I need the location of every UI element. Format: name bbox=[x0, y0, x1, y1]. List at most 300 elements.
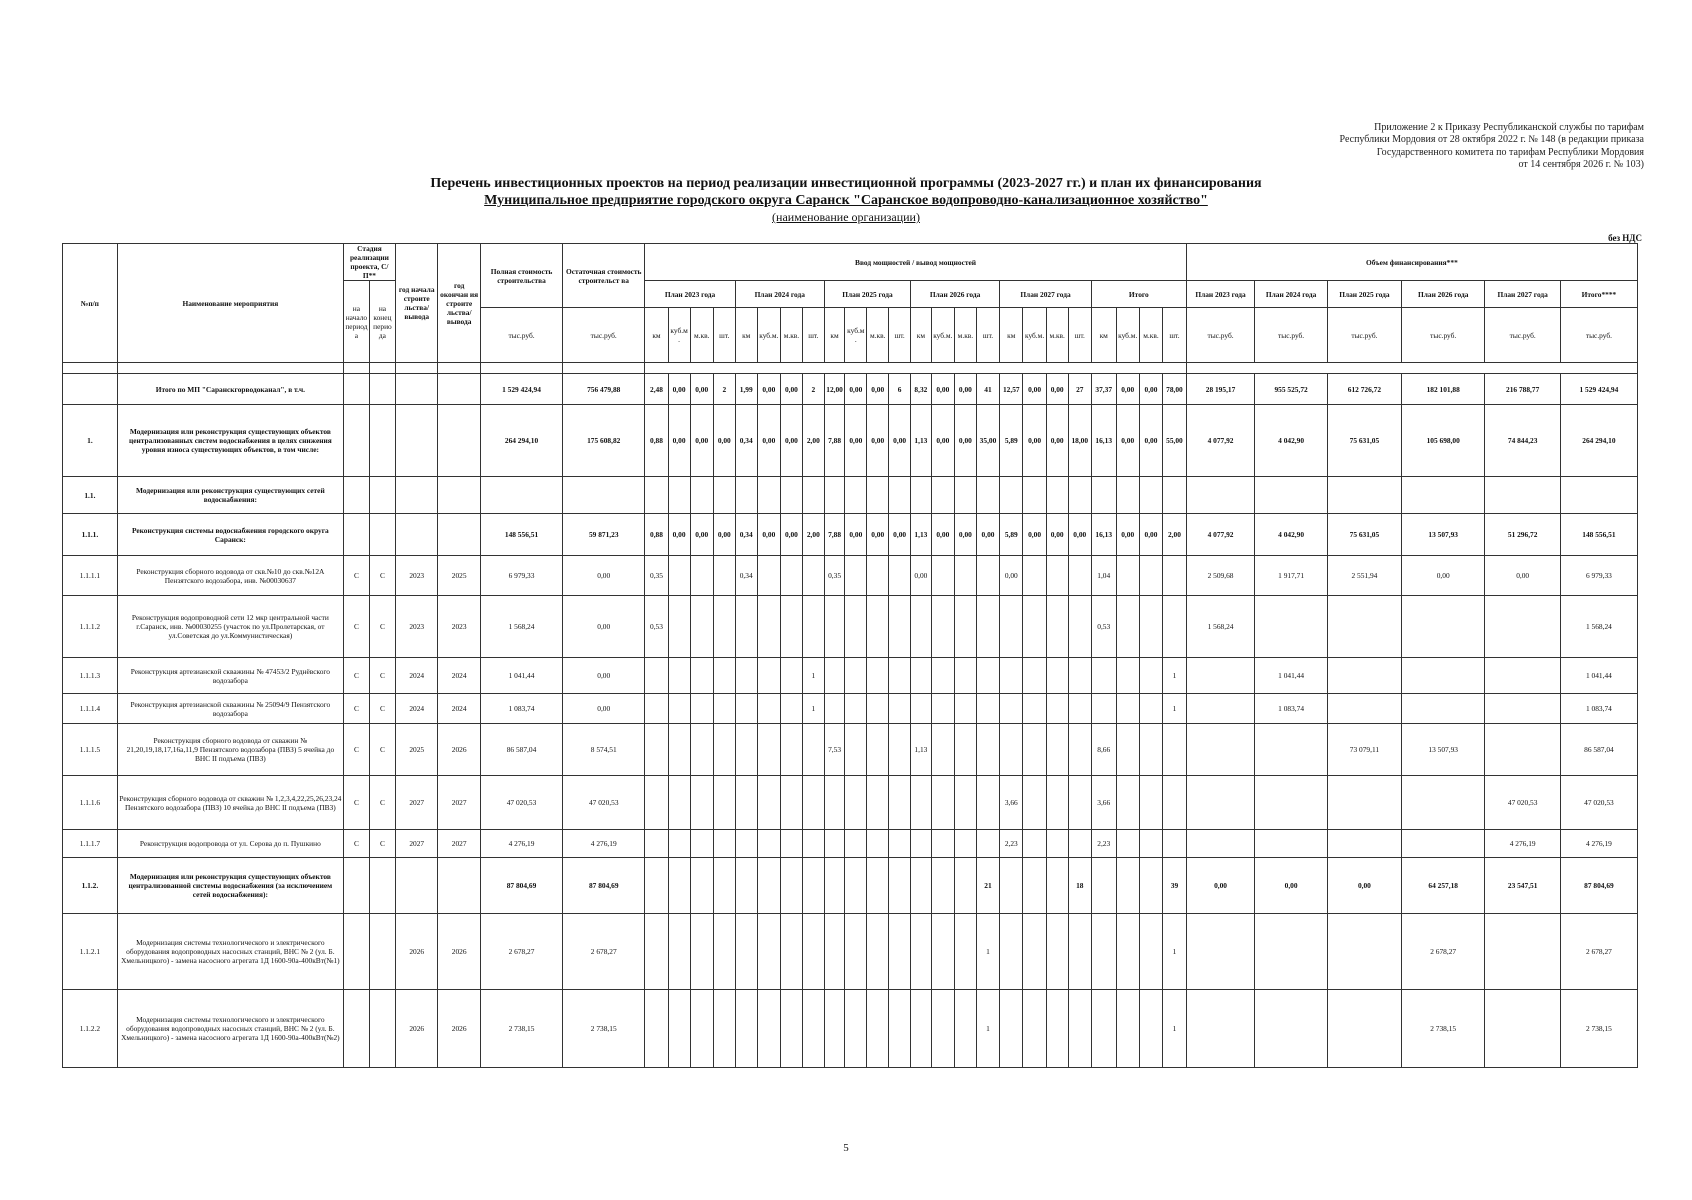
capacity-value: 2,23 bbox=[1091, 830, 1116, 858]
financing-value: 13 507,93 bbox=[1401, 724, 1485, 776]
year-start: 2023 bbox=[395, 596, 437, 658]
col-stage-start-header: на начало период а bbox=[343, 281, 369, 363]
stage-start: С bbox=[343, 694, 369, 724]
table-row bbox=[63, 374, 1638, 405]
capacity-value bbox=[1068, 658, 1091, 694]
capacity-value: 0,00 bbox=[1139, 374, 1162, 405]
capacity-value: 0,00 bbox=[690, 514, 713, 556]
capacity-value bbox=[931, 694, 954, 724]
capacity-value: 0,88 bbox=[645, 514, 668, 556]
stage-end: С bbox=[369, 596, 395, 658]
financing-value: 4 276,19 bbox=[1560, 830, 1637, 858]
capacity-value: 0,00 bbox=[1023, 514, 1046, 556]
stage-start bbox=[343, 858, 369, 914]
stage-end: С bbox=[369, 658, 395, 694]
capacity-value: 1 bbox=[802, 658, 824, 694]
capacity-value bbox=[1023, 776, 1046, 830]
capacity-value: 0,35 bbox=[645, 556, 668, 596]
capacity-value: 0,00 bbox=[780, 374, 802, 405]
capacity-value bbox=[1116, 830, 1139, 858]
capacity-plan-header: План 2027 года bbox=[1000, 281, 1092, 308]
stage-start: С bbox=[343, 556, 369, 596]
row-number: 1.1. bbox=[63, 477, 118, 514]
capacity-value bbox=[845, 830, 867, 858]
full-cost: 2 738,15 bbox=[480, 990, 562, 1068]
row-number: 1.1.2. bbox=[63, 858, 118, 914]
organization-caption: (наименование организации) bbox=[772, 210, 920, 224]
appendix-note bbox=[1224, 122, 1644, 172]
capacity-value: 0,00 bbox=[889, 514, 911, 556]
table-row bbox=[63, 556, 1638, 596]
financing-value bbox=[1186, 914, 1255, 990]
row-number: 1.1.1.1 bbox=[63, 556, 118, 596]
financing-value bbox=[1186, 830, 1255, 858]
financing-value: 0,00 bbox=[1485, 556, 1560, 596]
financing-value: 86 587,04 bbox=[1560, 724, 1637, 776]
capacity-value bbox=[911, 694, 932, 724]
capacity-unit-header: км bbox=[1091, 308, 1116, 363]
row-number: 1.1.1.5 bbox=[63, 724, 118, 776]
capacity-value bbox=[889, 858, 911, 914]
capacity-value bbox=[1068, 830, 1091, 858]
year-start: 2023 bbox=[395, 556, 437, 596]
financing-value: 87 804,69 bbox=[1560, 858, 1637, 914]
col-financing-header: Объем финансирования*** bbox=[1186, 244, 1637, 281]
year-end bbox=[438, 514, 480, 556]
capacity-value bbox=[668, 556, 690, 596]
capacity-value bbox=[845, 477, 867, 514]
financing-value bbox=[1401, 694, 1485, 724]
capacity-plan-header: Итого bbox=[1091, 281, 1186, 308]
capacity-value bbox=[845, 596, 867, 658]
financing-value bbox=[1560, 477, 1637, 514]
capacity-value bbox=[954, 596, 976, 658]
capacity-value bbox=[1116, 914, 1139, 990]
capacity-value bbox=[1046, 658, 1068, 694]
capacity-unit-header: куб.м. bbox=[1116, 308, 1139, 363]
project-name: Реконструкция системы водоснабжения городского округа Саранск: bbox=[117, 514, 343, 556]
capacity-value bbox=[802, 914, 824, 990]
capacity-value bbox=[931, 556, 954, 596]
financing-value: 0,00 bbox=[1186, 858, 1255, 914]
capacity-value bbox=[867, 724, 889, 776]
capacity-value bbox=[735, 477, 757, 514]
capacity-value: 0,00 bbox=[780, 514, 802, 556]
capacity-value: 0,00 bbox=[1068, 514, 1091, 556]
capacity-value: 0,35 bbox=[824, 556, 845, 596]
year-start bbox=[395, 514, 437, 556]
appendix-line: Государственного комитета по тарифам Республики Мордовия bbox=[1376, 146, 1644, 158]
capacity-value: 1 bbox=[802, 694, 824, 724]
capacity-value bbox=[1023, 914, 1046, 990]
capacity-value bbox=[690, 477, 713, 514]
financing-year-header: Итого**** bbox=[1560, 281, 1637, 308]
financing-value: 13 507,93 bbox=[1401, 514, 1485, 556]
capacity-value bbox=[845, 858, 867, 914]
full-cost-unit: тыс.руб. bbox=[480, 308, 562, 363]
stage-end bbox=[369, 990, 395, 1068]
capacity-value bbox=[889, 658, 911, 694]
financing-value: 23 547,51 bbox=[1485, 858, 1560, 914]
stage-end bbox=[369, 405, 395, 477]
capacity-unit-header: шт. bbox=[1163, 308, 1187, 363]
capacity-unit-header: куб.м. bbox=[757, 308, 780, 363]
stage-end: С bbox=[369, 556, 395, 596]
capacity-value bbox=[1046, 556, 1068, 596]
capacity-value bbox=[1116, 658, 1139, 694]
capacity-value bbox=[954, 858, 976, 914]
financing-value: 0,00 bbox=[1327, 858, 1401, 914]
year-end: 2024 bbox=[438, 658, 480, 694]
stage-start bbox=[343, 914, 369, 990]
capacity-value bbox=[954, 990, 976, 1068]
capacity-value bbox=[889, 694, 911, 724]
capacity-value bbox=[1023, 556, 1046, 596]
capacity-value bbox=[911, 477, 932, 514]
capacity-value bbox=[867, 914, 889, 990]
capacity-value: 0,00 bbox=[1000, 556, 1023, 596]
capacity-unit-header: шт. bbox=[713, 308, 735, 363]
stage-end bbox=[369, 514, 395, 556]
page-number: 5 bbox=[843, 1142, 849, 1154]
capacity-value bbox=[735, 724, 757, 776]
financing-year-header: План 2024 года bbox=[1255, 281, 1328, 308]
capacity-value bbox=[757, 556, 780, 596]
project-name: Модернизация системы технологического и электрического оборудования водопроводных насосных станций, ВНС № 2 (ул. Б. Хмельницкого) - замена насосного агрегата 1Д 1600-90а-400кВт(№1) bbox=[117, 914, 343, 990]
appendix-line: от 14 сентября 2026 г. № 103) bbox=[1518, 159, 1644, 171]
financing-value: 4 276,19 bbox=[1485, 830, 1560, 858]
year-start bbox=[395, 477, 437, 514]
capacity-value bbox=[954, 724, 976, 776]
capacity-value: 1,04 bbox=[1091, 556, 1116, 596]
capacity-value bbox=[690, 658, 713, 694]
financing-value: 4 042,90 bbox=[1255, 405, 1328, 477]
capacity-value bbox=[1046, 776, 1068, 830]
residual-cost: 8 574,51 bbox=[563, 724, 645, 776]
row-number: 1.1.1.7 bbox=[63, 830, 118, 858]
capacity-value: 1 bbox=[1163, 694, 1187, 724]
capacity-value bbox=[1046, 724, 1068, 776]
financing-value bbox=[1255, 990, 1328, 1068]
capacity-value bbox=[845, 694, 867, 724]
capacity-value bbox=[645, 477, 668, 514]
capacity-value bbox=[713, 694, 735, 724]
capacity-value bbox=[1091, 658, 1116, 694]
capacity-value bbox=[690, 596, 713, 658]
residual-cost: 756 479,88 bbox=[563, 374, 645, 405]
full-cost: 264 294,10 bbox=[480, 405, 562, 477]
capacity-value bbox=[1163, 724, 1187, 776]
capacity-value: 0,00 bbox=[845, 374, 867, 405]
appendix-line: Приложение 2 к Приказу Республиканской службы по тарифам bbox=[1374, 122, 1644, 133]
capacity-value: 0,00 bbox=[931, 374, 954, 405]
capacity-value: 39 bbox=[1163, 858, 1187, 914]
capacity-value: 0,00 bbox=[845, 405, 867, 477]
capacity-value bbox=[735, 858, 757, 914]
stage-start bbox=[343, 477, 369, 514]
capacity-value bbox=[954, 694, 976, 724]
capacity-plan-header: План 2025 года bbox=[824, 281, 910, 308]
year-end: 2023 bbox=[438, 596, 480, 658]
full-cost: 1 529 424,94 bbox=[480, 374, 562, 405]
capacity-value: 0,00 bbox=[1116, 514, 1139, 556]
capacity-value: 0,53 bbox=[1091, 596, 1116, 658]
capacity-value bbox=[911, 914, 932, 990]
capacity-unit-header: км bbox=[1000, 308, 1023, 363]
capacity-value bbox=[931, 914, 954, 990]
financing-value bbox=[1485, 724, 1560, 776]
row-number: 1.1.1.3 bbox=[63, 658, 118, 694]
capacity-value: 0,34 bbox=[735, 514, 757, 556]
capacity-value bbox=[976, 776, 999, 830]
capacity-value bbox=[780, 990, 802, 1068]
capacity-value: 0,34 bbox=[735, 556, 757, 596]
capacity-value bbox=[690, 914, 713, 990]
capacity-value bbox=[1023, 724, 1046, 776]
year-end: 2026 bbox=[438, 990, 480, 1068]
capacity-value bbox=[931, 858, 954, 914]
row-number: 1.1.1.4 bbox=[63, 694, 118, 724]
financing-value: 1 041,44 bbox=[1255, 658, 1328, 694]
capacity-value bbox=[1163, 596, 1187, 658]
full-cost: 1 083,74 bbox=[480, 694, 562, 724]
capacity-value bbox=[668, 477, 690, 514]
financing-year-header: План 2025 года bbox=[1327, 281, 1401, 308]
financing-value bbox=[1255, 724, 1328, 776]
capacity-unit-header: м.кв. bbox=[867, 308, 889, 363]
capacity-value bbox=[1116, 724, 1139, 776]
project-name: Модернизация или реконструкция существующих объектов централизованных систем водоснабжения в целях снижения уровня износа существующих объектов, в том числе: bbox=[117, 405, 343, 477]
financing-value: 105 698,00 bbox=[1401, 405, 1485, 477]
row-number: 1. bbox=[63, 405, 118, 477]
residual-cost: 175 608,82 bbox=[563, 405, 645, 477]
capacity-value bbox=[911, 990, 932, 1068]
year-start bbox=[395, 374, 437, 405]
capacity-value bbox=[757, 658, 780, 694]
capacity-value: 0,00 bbox=[1023, 405, 1046, 477]
capacity-value bbox=[889, 724, 911, 776]
capacity-value bbox=[1091, 858, 1116, 914]
capacity-value bbox=[735, 694, 757, 724]
capacity-value bbox=[757, 914, 780, 990]
financing-value bbox=[1255, 830, 1328, 858]
capacity-unit-header: м.кв. bbox=[1046, 308, 1068, 363]
capacity-value bbox=[713, 858, 735, 914]
financing-value: 182 101,88 bbox=[1401, 374, 1485, 405]
capacity-value bbox=[845, 776, 867, 830]
capacity-value bbox=[824, 596, 845, 658]
capacity-value bbox=[713, 724, 735, 776]
capacity-plan-header: План 2026 года bbox=[911, 281, 1000, 308]
capacity-value bbox=[1068, 477, 1091, 514]
capacity-value bbox=[867, 830, 889, 858]
financing-value bbox=[1327, 830, 1401, 858]
table-row bbox=[63, 724, 1638, 776]
financing-value bbox=[1485, 694, 1560, 724]
capacity-value: 2,00 bbox=[802, 405, 824, 477]
capacity-value bbox=[757, 477, 780, 514]
capacity-value bbox=[668, 858, 690, 914]
capacity-value bbox=[690, 830, 713, 858]
full-cost: 2 678,27 bbox=[480, 914, 562, 990]
year-start: 2027 bbox=[395, 830, 437, 858]
capacity-value bbox=[911, 596, 932, 658]
capacity-value bbox=[713, 658, 735, 694]
full-cost: 6 979,33 bbox=[480, 556, 562, 596]
capacity-value bbox=[954, 914, 976, 990]
financing-value: 1 917,71 bbox=[1255, 556, 1328, 596]
capacity-unit-header: шт. bbox=[976, 308, 999, 363]
capacity-value bbox=[735, 914, 757, 990]
capacity-value bbox=[1139, 658, 1162, 694]
capacity-value: 0,00 bbox=[757, 405, 780, 477]
year-end: 2026 bbox=[438, 914, 480, 990]
financing-value bbox=[1485, 596, 1560, 658]
year-start: 2026 bbox=[395, 914, 437, 990]
capacity-value: 0,00 bbox=[889, 405, 911, 477]
capacity-value bbox=[824, 990, 845, 1068]
financing-unit-header: тыс.руб. bbox=[1560, 308, 1637, 363]
financing-value bbox=[1255, 596, 1328, 658]
col-year-end-header: год окончан ия строите льства/ вывода bbox=[438, 244, 480, 363]
project-name: Итого по МП "Саранскгорводоканал", в т.ч. bbox=[117, 374, 343, 405]
capacity-value bbox=[1116, 556, 1139, 596]
capacity-value bbox=[824, 776, 845, 830]
capacity-value bbox=[757, 724, 780, 776]
capacity-value bbox=[1068, 556, 1091, 596]
capacity-value bbox=[713, 990, 735, 1068]
capacity-value: 18,00 bbox=[1068, 405, 1091, 477]
financing-unit-header: тыс.руб. bbox=[1401, 308, 1485, 363]
row-number: 1.1.2.1 bbox=[63, 914, 118, 990]
capacity-unit-header: шт. bbox=[1068, 308, 1091, 363]
capacity-value: 6 bbox=[889, 374, 911, 405]
financing-value bbox=[1255, 477, 1328, 514]
capacity-value bbox=[1139, 556, 1162, 596]
stage-start bbox=[343, 405, 369, 477]
document-title: Перечень инвестиционных проектов на период реализации инвестиционной программы (2023-2027 гг.) и план их финансирования bbox=[430, 176, 1262, 191]
col-name-header: Наименование мероприятия bbox=[117, 244, 343, 363]
capacity-value bbox=[1023, 858, 1046, 914]
project-name: Модернизация или реконструкция существующих объектов централизованной системы водоснабжения (за исключением сетей водоснабжения): bbox=[117, 858, 343, 914]
full-cost: 148 556,51 bbox=[480, 514, 562, 556]
capacity-value bbox=[1000, 596, 1023, 658]
capacity-value bbox=[889, 477, 911, 514]
capacity-plan-header: План 2024 года bbox=[735, 281, 824, 308]
residual-cost: 0,00 bbox=[563, 658, 645, 694]
capacity-value bbox=[954, 776, 976, 830]
financing-value: 4 077,92 bbox=[1186, 405, 1255, 477]
capacity-value: 0,00 bbox=[713, 514, 735, 556]
table-row bbox=[63, 858, 1638, 914]
capacity-value: 3,66 bbox=[1000, 776, 1023, 830]
capacity-value bbox=[645, 658, 668, 694]
financing-value: 2 738,15 bbox=[1560, 990, 1637, 1068]
capacity-value bbox=[713, 776, 735, 830]
financing-value: 73 079,11 bbox=[1327, 724, 1401, 776]
financing-value bbox=[1186, 724, 1255, 776]
capacity-value bbox=[976, 596, 999, 658]
col-capacity-header: Ввод мощностей / вывод мощностей bbox=[645, 244, 1186, 281]
capacity-value bbox=[1163, 477, 1187, 514]
capacity-value bbox=[757, 694, 780, 724]
table-row bbox=[63, 596, 1638, 658]
capacity-value bbox=[889, 830, 911, 858]
capacity-value bbox=[780, 658, 802, 694]
capacity-value bbox=[1139, 596, 1162, 658]
capacity-value bbox=[713, 914, 735, 990]
capacity-value bbox=[845, 556, 867, 596]
capacity-value bbox=[1046, 858, 1068, 914]
capacity-value bbox=[824, 858, 845, 914]
capacity-value bbox=[867, 556, 889, 596]
capacity-value bbox=[1068, 914, 1091, 990]
stage-end bbox=[369, 374, 395, 405]
table-row bbox=[63, 658, 1638, 694]
stage-end: С bbox=[369, 830, 395, 858]
capacity-value bbox=[1139, 694, 1162, 724]
financing-value bbox=[1255, 776, 1328, 830]
capacity-value bbox=[1091, 990, 1116, 1068]
financing-value bbox=[1327, 776, 1401, 830]
capacity-unit-header: м.кв. bbox=[780, 308, 802, 363]
capacity-value bbox=[1139, 990, 1162, 1068]
capacity-value bbox=[931, 658, 954, 694]
col-stage-header: Стадия реализации проекта, С/П** bbox=[343, 244, 395, 281]
capacity-value bbox=[824, 914, 845, 990]
capacity-value: 0,00 bbox=[1116, 405, 1139, 477]
capacity-value bbox=[911, 776, 932, 830]
financing-value bbox=[1327, 596, 1401, 658]
capacity-value bbox=[757, 830, 780, 858]
capacity-value bbox=[889, 596, 911, 658]
capacity-value bbox=[1116, 694, 1139, 724]
stage-start bbox=[343, 374, 369, 405]
capacity-value: 0,00 bbox=[780, 405, 802, 477]
capacity-value bbox=[668, 830, 690, 858]
capacity-value bbox=[802, 858, 824, 914]
stage-end: С bbox=[369, 776, 395, 830]
capacity-value: 7,88 bbox=[824, 514, 845, 556]
col-num-header: №п/п bbox=[63, 244, 118, 363]
stage-start: С bbox=[343, 776, 369, 830]
capacity-value bbox=[867, 658, 889, 694]
capacity-value: 0,00 bbox=[867, 374, 889, 405]
year-end bbox=[438, 477, 480, 514]
capacity-value bbox=[735, 658, 757, 694]
project-name: Реконструкция артезианской скважины № 25094/9 Пензятского водозабора bbox=[117, 694, 343, 724]
residual-cost: 59 871,23 bbox=[563, 514, 645, 556]
financing-value: 955 525,72 bbox=[1255, 374, 1328, 405]
capacity-unit-header: куб.м. bbox=[1023, 308, 1046, 363]
capacity-value: 1,99 bbox=[735, 374, 757, 405]
financing-value: 2 678,27 bbox=[1401, 914, 1485, 990]
year-end: 2024 bbox=[438, 694, 480, 724]
capacity-value: 0,00 bbox=[1046, 405, 1068, 477]
capacity-value bbox=[845, 658, 867, 694]
capacity-value: 35,00 bbox=[976, 405, 999, 477]
capacity-value bbox=[668, 914, 690, 990]
capacity-value: 1 bbox=[1163, 990, 1187, 1068]
capacity-value: 27 bbox=[1068, 374, 1091, 405]
capacity-value bbox=[713, 556, 735, 596]
capacity-value bbox=[1023, 694, 1046, 724]
capacity-value: 0,00 bbox=[1139, 405, 1162, 477]
col-stage-end-header: на конец перио да bbox=[369, 281, 395, 363]
financing-value bbox=[1401, 477, 1485, 514]
capacity-value bbox=[735, 596, 757, 658]
project-name: Модернизация системы технологического и электрического оборудования водопроводных насосных станций, ВНС № 2 (ул. Б. Хмельницкого) - замена насосного агрегата 1Д 1600-90а-400кВт(№2) bbox=[117, 990, 343, 1068]
